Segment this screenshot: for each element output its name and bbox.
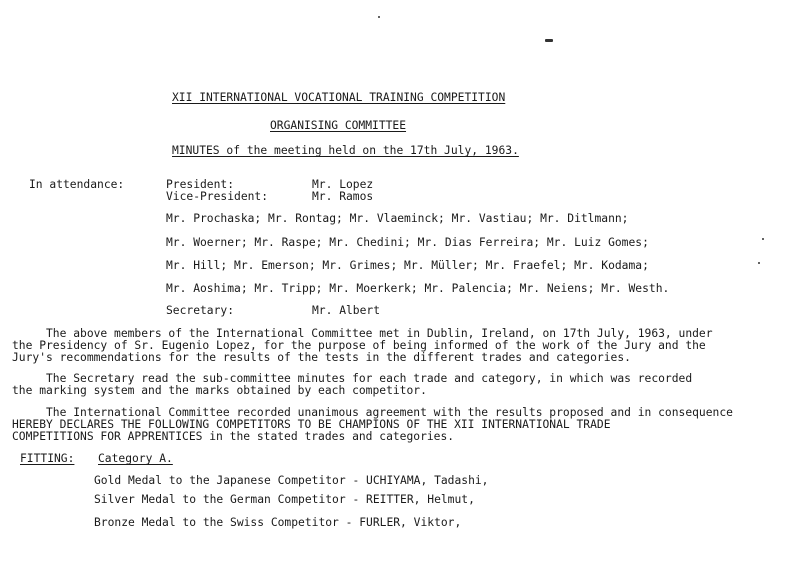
fitting-heading: FITTING: (20, 452, 75, 465)
silver-medal-line: Silver Medal to the German Competitor - REITTER, Helmut, (94, 493, 475, 506)
para1-line1: The above members of the International Committee met in Dublin, Ireland, on 17th July, 1963, under (12, 327, 713, 340)
doc-title: XII INTERNATIONAL VOCATIONAL TRAINING COMPETITION (172, 91, 506, 104)
para2-line2: the marking system and the marks obtained by each competitor. (12, 384, 427, 397)
scan-speck (762, 238, 764, 240)
members-row-4: Mr. Aoshima; Mr. Tripp; Mr. Moerkerk; Mr. Palencia; Mr. Neiens; Mr. Westh. (166, 282, 670, 295)
para2-line1: The Secretary read the sub-committee minutes for each trade and category, in which was recorded (12, 372, 693, 385)
scan-speck (378, 16, 380, 18)
members-row-3: Mr. Hill; Mr. Emerson; Mr. Grimes; Mr. Müller; Mr. Fraefel; Mr. Kodama; (166, 259, 649, 272)
para3-line2: HEREBY DECLARES THE FOLLOWING COMPETITORS TO BE CHAMPIONS OF THE XII INTERNATIONAL TRADE (12, 418, 611, 431)
attendance-label: In attendance: (29, 178, 125, 191)
committee-title: ORGANISING COMMITTEE (270, 119, 407, 132)
vice-president-role: Vice-President: (166, 190, 269, 203)
para1-line3: Jury's recommendations for the results of the tests in the different trades and categories. (12, 351, 631, 364)
minutes-title: MINUTES of the meeting held on the 17th July, 1963. (172, 144, 519, 157)
para3-line1: The International Committee recorded unanimous agreement with the results proposed and in consequence (12, 406, 733, 419)
secretary-role: Secretary: (166, 304, 235, 317)
para1-line2: the Presidency of Sr. Eugenio Lopez, for the purpose of being informed of the work of the Jury and the (12, 339, 706, 352)
gold-medal-line: Gold Medal to the Japanese Competitor - UCHIYAMA, Tadashi, (94, 474, 489, 487)
president-name: Mr. Lopez (312, 178, 374, 191)
secretary-name: Mr. Albert (312, 304, 381, 317)
para3-line3: COMPETITIONS FOR APPRENTICES in the stated trades and categories. (12, 430, 455, 443)
members-row-1: Mr. Prochaska; Mr. Rontag; Mr. Vlaeminck; Mr. Vastiau; Mr. Ditlmann; (166, 212, 629, 225)
scan-speck (758, 262, 760, 264)
fitting-category: Category A. (98, 452, 173, 465)
scan-speck (545, 39, 553, 42)
president-role: President: (166, 178, 235, 191)
members-row-2: Mr. Woerner; Mr. Raspe; Mr. Chedini; Mr. Dias Ferreira; Mr. Luiz Gomes; (166, 236, 649, 249)
bronze-medal-line: Bronze Medal to the Swiss Competitor - FURLER, Viktor, (94, 516, 462, 529)
vice-president-name: Mr. Ramos (312, 190, 374, 203)
